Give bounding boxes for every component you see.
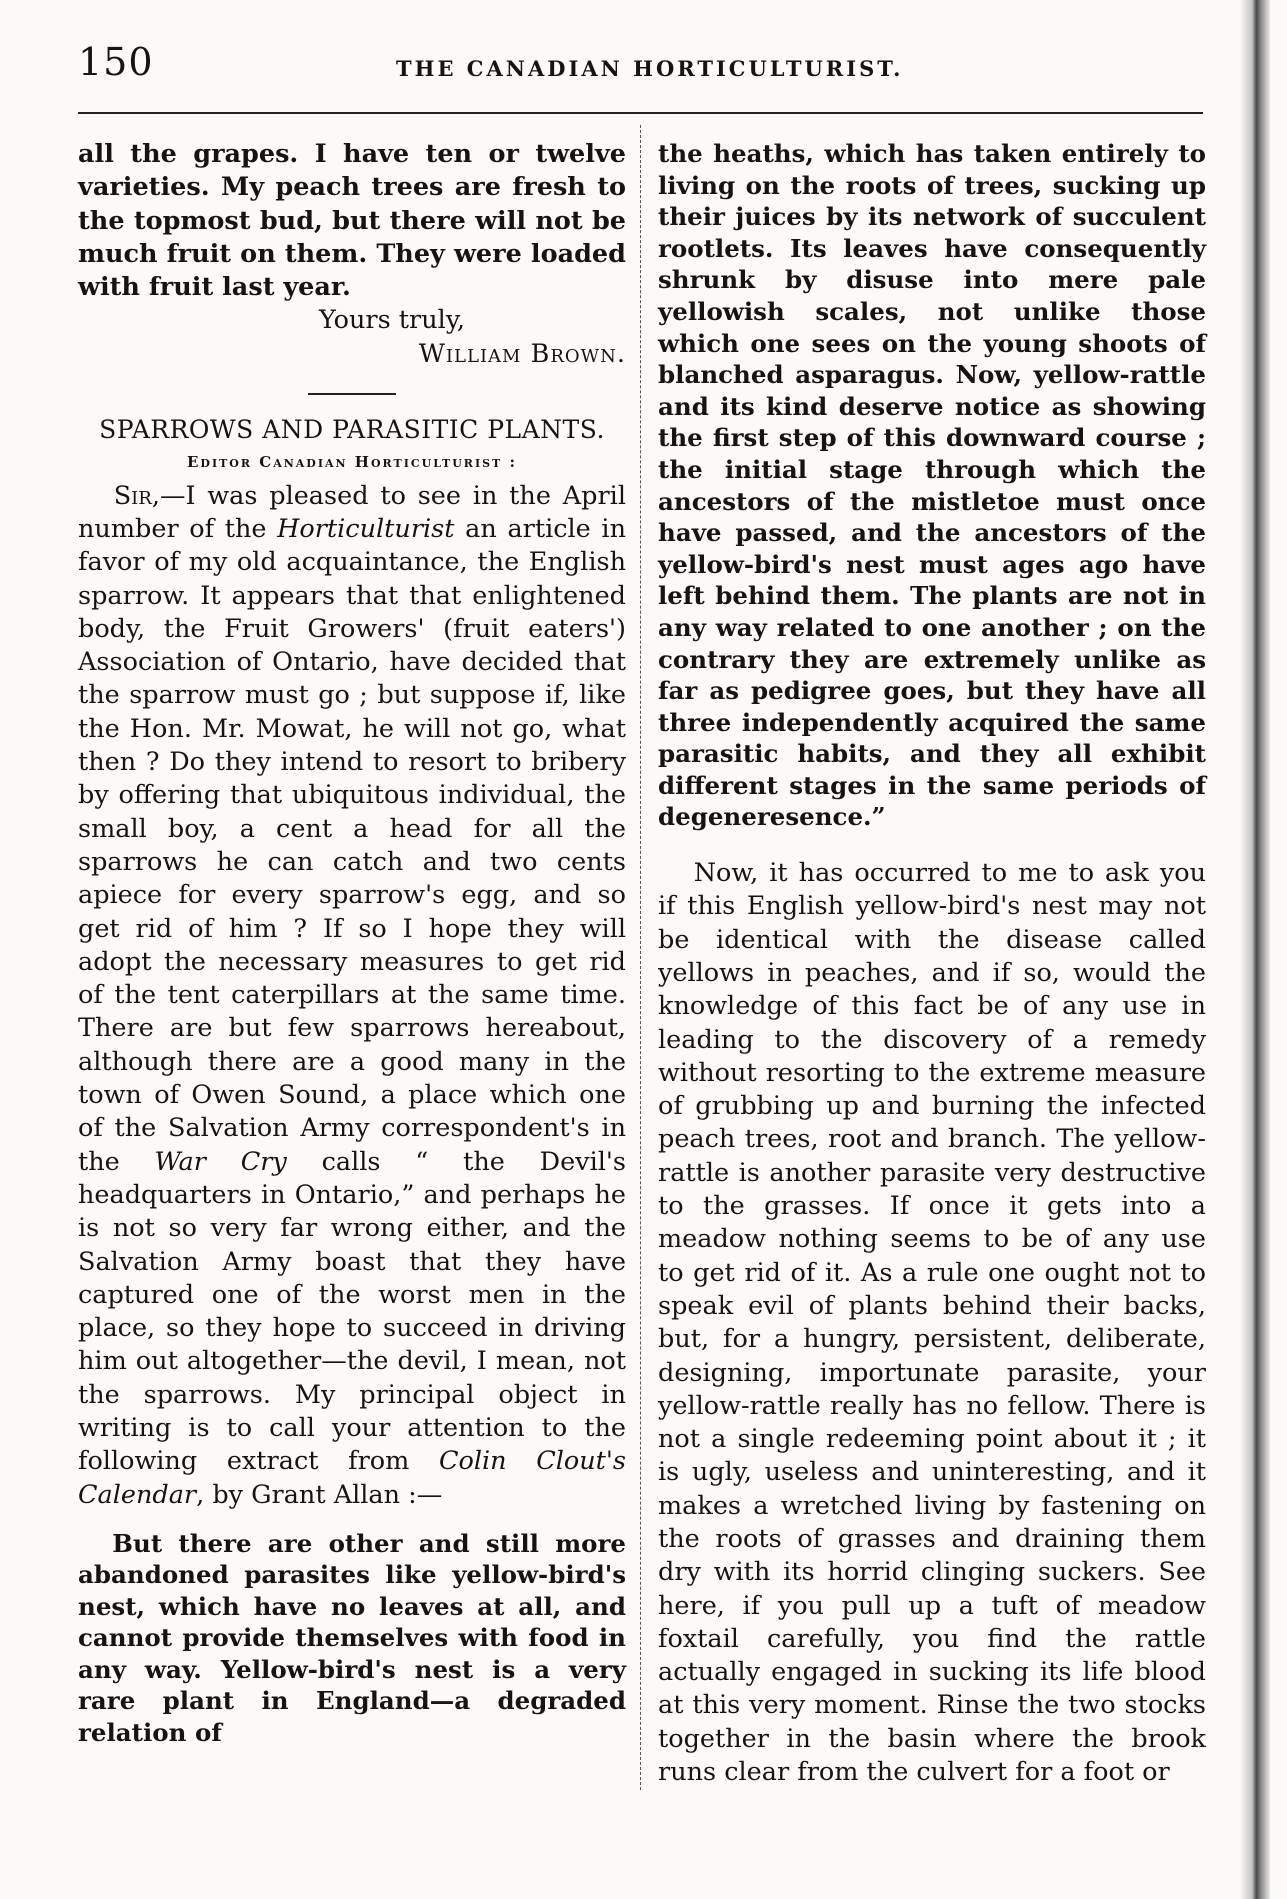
signature: William Brown. (418, 338, 626, 369)
article-title: SPARROWS AND PARASITIC PLANTS. (99, 415, 605, 445)
quotation-end: the heaths, which has taken entirely to living on the roots of trees, sucking up their juices by its network of succulent rootlets. Its leaves have consequently shrunk by disuse into mere pale yellowish scales, not unlike those which one sees on the young shoots of blanched asparagus. Now, yellow-rattle and its kind deserve notice as showing the first step of this downward course ; the initial stage through which the ancestors of the mistletoe must once have passed, and the ancestors of the yellow-bird's nest must ages ago have left behind them. The plants are not in any way related to one another ; on the contrary they are extremely unlike as far as pedigree goes, but they have all three independently acquired the same parasitic habits, and they all exhibit different stages in the same periods of degeneresence.” (658, 139, 1206, 832)
page-header (78, 40, 1203, 90)
closing-line: Yours truly, (319, 305, 465, 336)
editor-salutation: Editor Canadian Horticulturist : (187, 453, 517, 472)
body-paragraph-2: Now, it has occurred to me to ask you if this English yellow-bird's nest may not be identical with the disease called yellows in peaches, and if so, would the knowledge of this fact be of any use in leading to the discovery of a remedy without resorting to the extreme measure of grubbing up and burning the infected peach trees, root and branch. The yellow-rattle is another parasite very destructive to the grasses. If once it gets into a meadow nothing seems to be of any use to get rid of it. As a rule one ought not to speak evil of plants behind their backs, but, for a hungry, persistent, deliberate, designing, importunate parasite, your yellow-rattle really has no fellow. There is not a single redeeming point about it ; it is ugly, useless and uninteresting, and it makes a wretched living by fastening on the roots of grasses and draining them dry with its horrid clinging suckers. See here, if you pull up a tuft of meadow foxtail carefully, you find the rattle actually engaged in sucking its life blood at this very moment. Rinse the two stocks together in the basin where the brook runs clear from the culvert for a foot or (658, 858, 1206, 1788)
page-number: 150 (78, 40, 154, 84)
left-column (78, 138, 626, 1748)
body-paragraph-1: Sir,—I was pleased to see in the April number of the Horticulturist an article in favor of my old acquaintance, the English sparrow. It appears that that enlightened body, the Fruit Growers' (fruit eaters') Association of Ontario, have decided that the sparrow must go ; but suppose if, like the Hon. Mr. Mowat, he will not go, what then ? Do they intend to resort to bribery by offering that ubiquitous individual, the small boy, a cent a head for all the sparrows he can catch and two cents apiece for every sparrow's egg, and so get rid of him ? If so I hope they will adopt the necessary measures to get rid of the tent caterpillars at the same time. There are but few sparrows hereabout, although there are a good many in the town of Owen Sound, a place which one of the Salvation Army correspondent's in the War Cry calls “ the Devil's headquarters in Ontario,” and perhaps he is not so very far wrong either, and the Salvation Army boast that they have captured one of the worst men in the place, so they hope to succeed in driving him out altogether—the devil, I mean, not the sparrows. My principal object in writing is to call your attention to the following extract from Colin Clout's Calendar, by Grant Allan :— (78, 480, 626, 1510)
salutation: Sir, (113, 480, 160, 511)
column-divider (640, 125, 641, 1790)
right-column (658, 138, 1206, 1789)
section-divider (308, 393, 396, 395)
header-rule (78, 112, 1203, 114)
letter-ending: all the grapes. I have ten or twelve varieties. My peach trees are fresh to the topmost bud, but there will not be much fruit on them. They were loaded with fruit last year. (78, 139, 626, 303)
quotation-start: But there are other and still more abandoned parasites like yellow-bird's nest, which have no leaves at all, and cannot provide themselves with food in any way. Yellow-bird's nest is a very rare plant in England—a degraded relation of (78, 1528, 626, 1747)
binding-shadow (1240, 0, 1270, 1899)
running-title: THE CANADIAN HORTICULTURIST. (396, 56, 904, 81)
